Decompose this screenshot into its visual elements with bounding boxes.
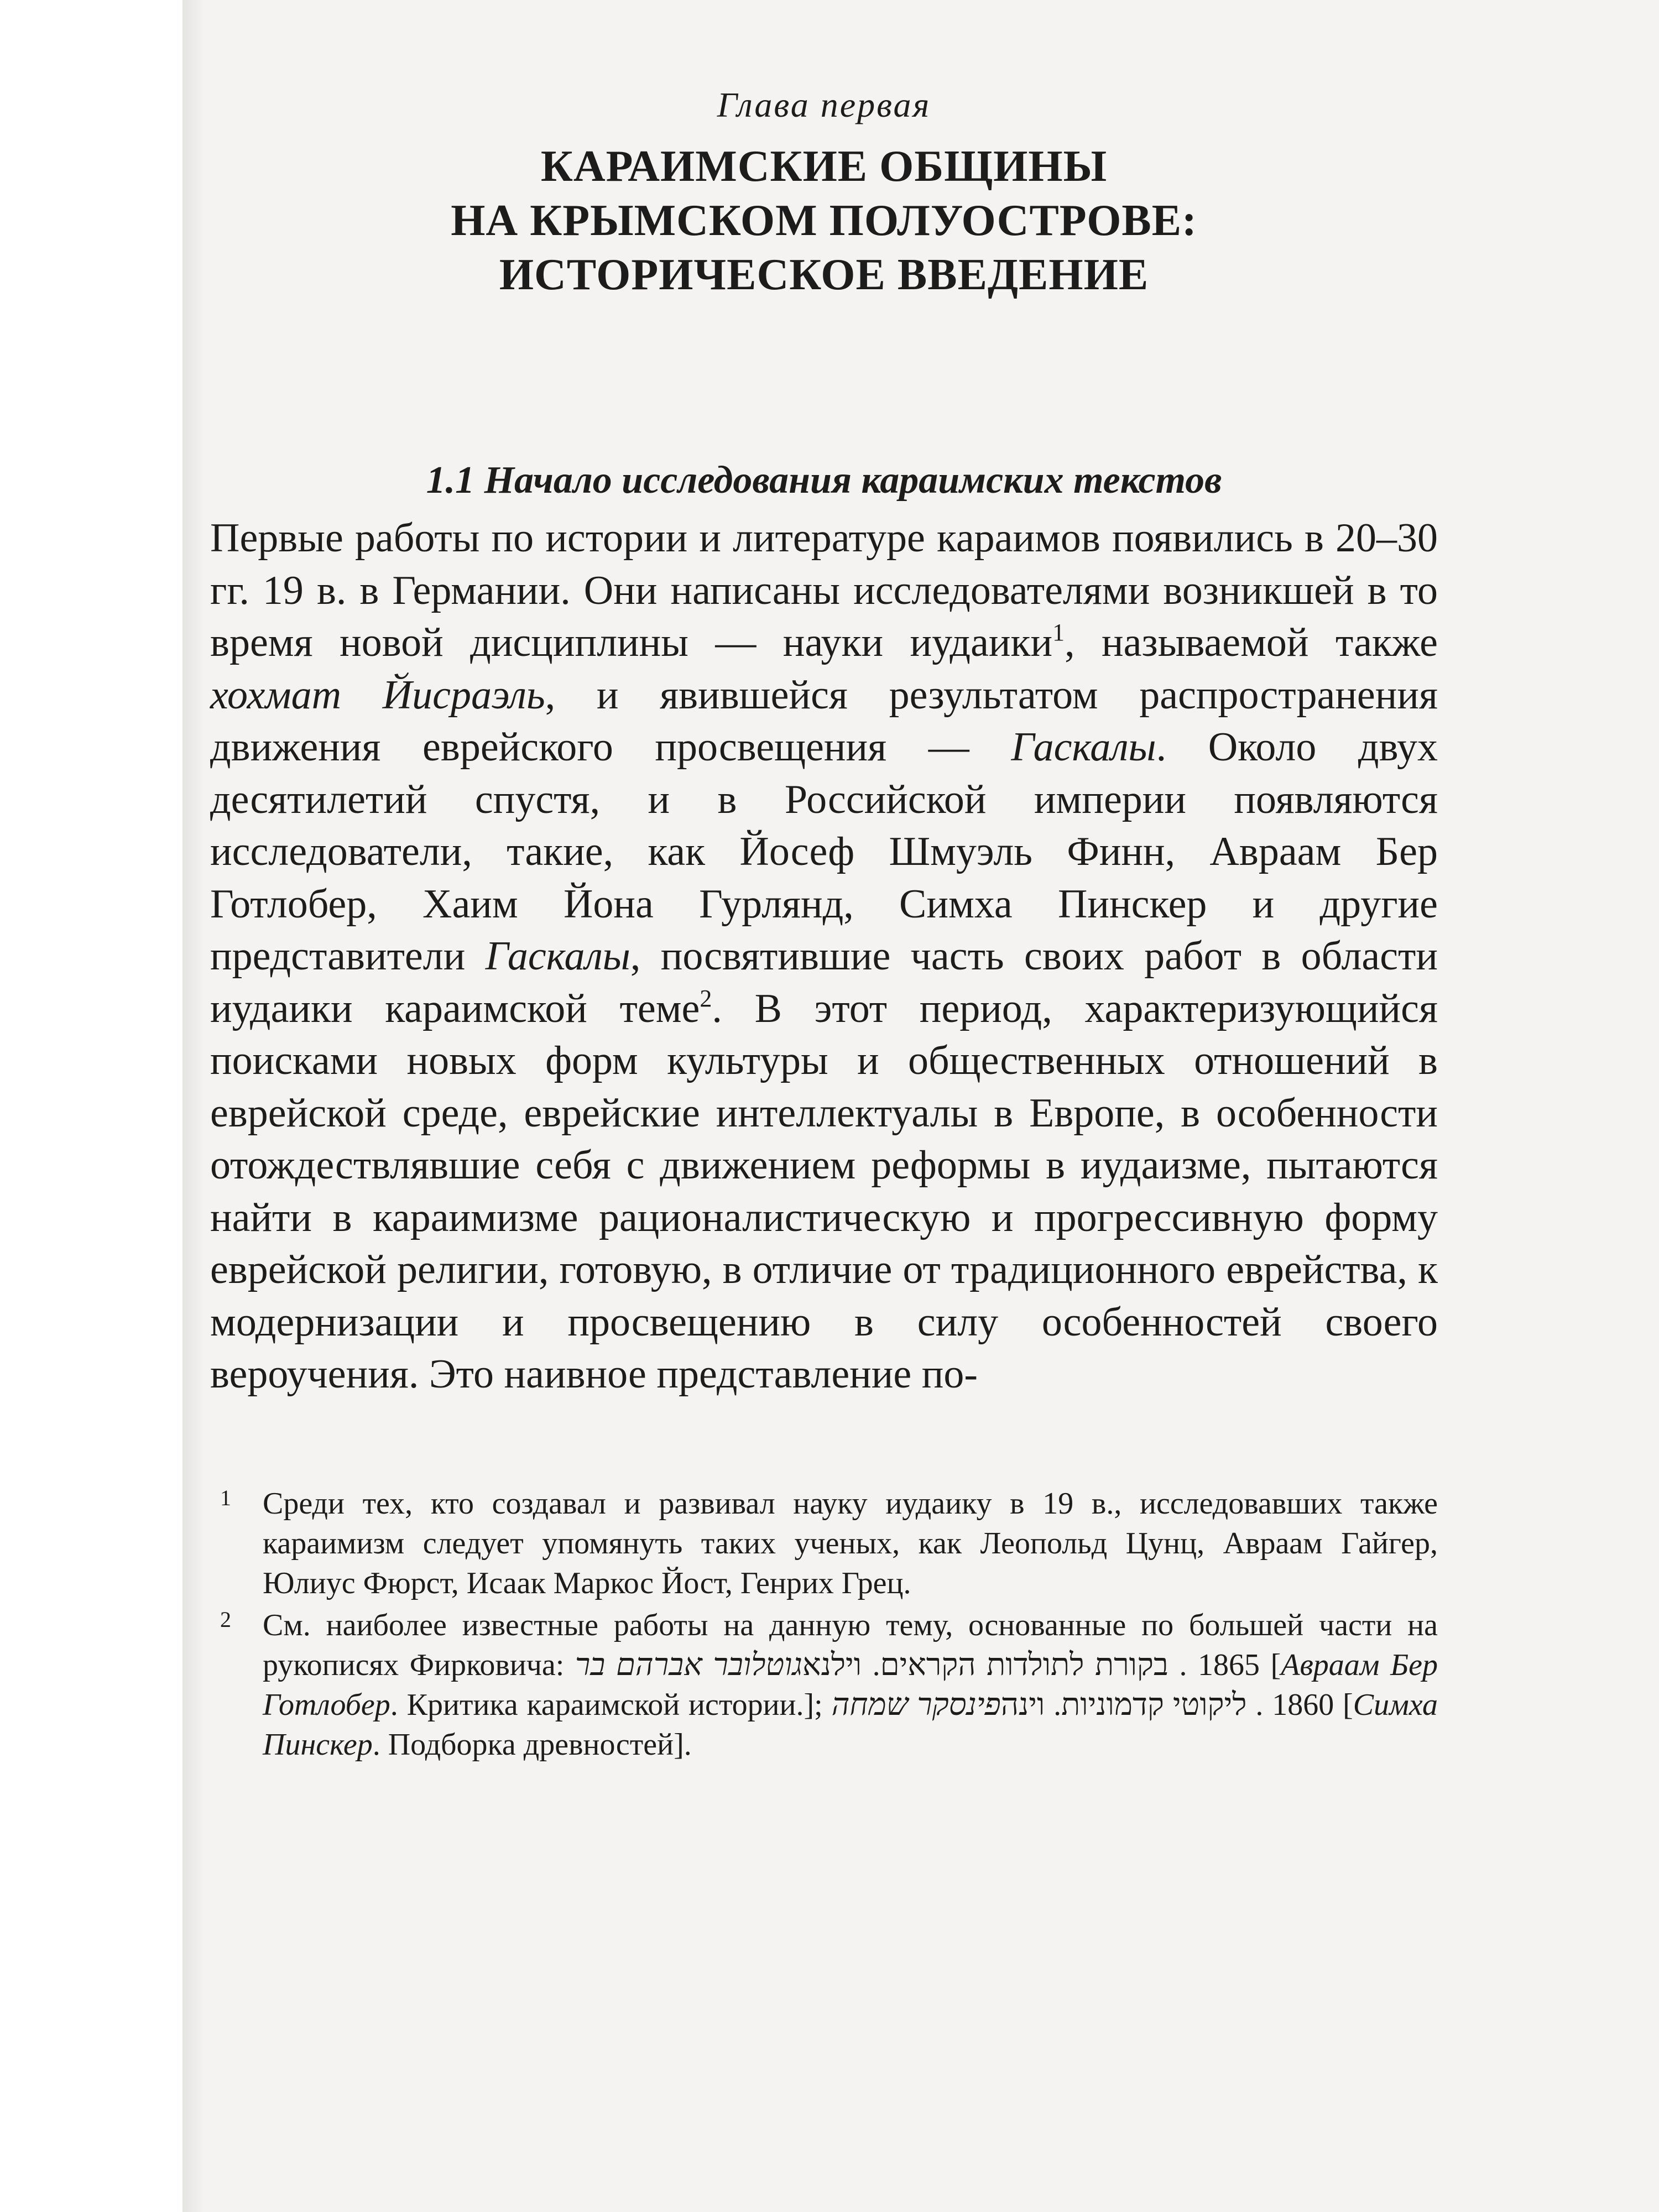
bracket-open-2: [ bbox=[1343, 1687, 1353, 1722]
footnote-text: Среди тех, кто создавал и развивал науку иудаику в 19 в., исследовавших также караимизм следует упомянуть таких ученых, как Леопольд Цунц, Авраам Гайгер, Юлиус Фюрст, Исаак Маркос Йост, Генрих Грец. bbox=[263, 1486, 1438, 1600]
hebrew-author-2: פינסקר שמחה bbox=[831, 1687, 1001, 1722]
term-hokhmat-yisrael: хохмат Йисраэль bbox=[210, 672, 545, 718]
russian-title-1: . Критика караимской истории.]; bbox=[390, 1687, 832, 1722]
footnote-ref-1[interactable]: 1 bbox=[1052, 619, 1065, 646]
footnote-ref-2[interactable]: 2 bbox=[700, 984, 712, 1012]
footnote-number: 2 bbox=[220, 1606, 231, 1632]
paragraph-part-6: . В этот период, характеризующийся поисками новых форм культуры и общественных отношений в еврейской среде, еврейские интеллектуалы в Европе, в особенности отождествлявшие себя с движением реформы в иудаизме, пытаются найти в караимизме рационалистическую и прогрессивную форму еврейской религии, готовую, в отличие от традиционного еврейства, к модернизации и просвещению в силу особенностей своего вероучения. Это наивное представление по- bbox=[210, 985, 1438, 1397]
footnote-intro: См. наиболее известные работы на данную тему, основанные по большей части на рукописях Фирковича: bbox=[263, 1608, 1438, 1682]
russian-title-2: . Подборка древностей]. bbox=[372, 1727, 692, 1762]
footnote-number: 1 bbox=[220, 1485, 231, 1510]
paragraph-part-4: . Около двух десятилетий спустя, и в Российской империи появляются исследователи, такие, как Йосеф Шмуэль Финн, Авраам Бер Готлобер, Хаим Йона Гурлянд, Симха Пинскер и другие представители bbox=[210, 724, 1438, 979]
left-margin bbox=[0, 0, 182, 2212]
footnote-1 bbox=[210, 1484, 1438, 1603]
russian-author-1: Авраам Бер Готлобер bbox=[263, 1647, 1438, 1722]
hebrew-title-1: . בקורת לתולדות הקראים. וילנא bbox=[802, 1647, 1187, 1682]
chapter-title-line-2: НА КРЫМСКОМ ПОЛУОСТРОВЕ: bbox=[451, 196, 1197, 245]
footnotes bbox=[210, 1484, 1438, 1765]
chapter-title-line-3: ИСТОРИЧЕСКОЕ ВВЕДЕНИЕ bbox=[499, 251, 1149, 299]
paragraph-part-1: Первые работы по истории и литературе караимов появились в 20–30 гг. 19 в. в Германии. Они написаны исследователями возникшей в то время новой дисциплины — науки иудаики bbox=[210, 515, 1438, 665]
paragraph-part-2: , называемой также bbox=[1065, 620, 1438, 665]
page-edge-shadow bbox=[182, 0, 205, 2212]
chapter-title-line-1: КАРАИМСКИЕ ОБЩИНЫ bbox=[540, 142, 1108, 191]
year-2: 1860 bbox=[1263, 1687, 1343, 1722]
chapter-label: Глава первая bbox=[717, 85, 931, 124]
term-haskala-1: Гаскалы bbox=[1011, 724, 1156, 770]
year-1: 1865 bbox=[1187, 1647, 1271, 1682]
body-paragraph bbox=[210, 512, 1438, 1401]
footnote-2 bbox=[210, 1605, 1438, 1765]
term-haskala-2: Гаскалы bbox=[485, 933, 630, 979]
page-content bbox=[210, 83, 1438, 1767]
paragraph-part-5: , посвятившие часть своих работ в области иудаики караимской теме bbox=[210, 933, 1438, 1031]
hebrew-title-2: . ליקוטי קדמוניות. וינה bbox=[1000, 1687, 1264, 1722]
hebrew-author-1: גוטלובר אברהם בר bbox=[575, 1647, 803, 1682]
bracket-open-1: [ bbox=[1270, 1647, 1281, 1682]
chapter-title bbox=[210, 139, 1438, 302]
russian-author-2: Симха Пинскер bbox=[263, 1687, 1438, 1762]
section-heading: 1.1 Начало исследования караимских текстов bbox=[426, 459, 1222, 502]
paragraph-part-3: , и явившейся результатом распространения движения еврейского просвещения — bbox=[210, 672, 1438, 770]
